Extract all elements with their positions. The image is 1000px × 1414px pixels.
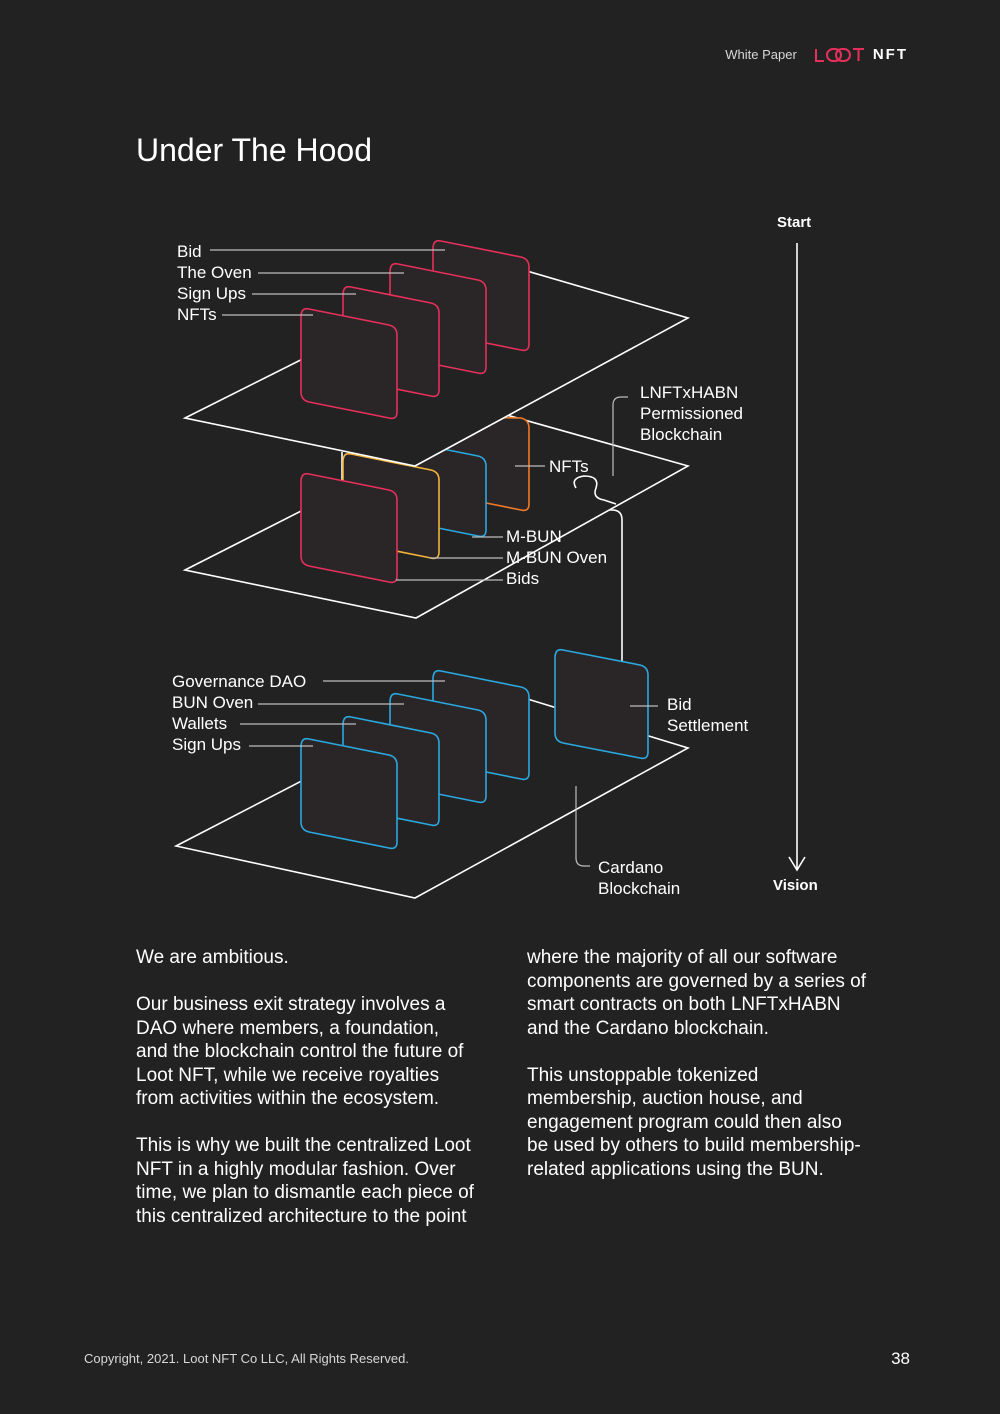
right-column	[527, 946, 867, 1205]
start-vision-axis	[789, 243, 805, 870]
paragraph: We are ambitious.	[136, 947, 289, 968]
label-wallets: Wallets	[172, 714, 228, 733]
label-lnftxhabn: LNFTxHABN Permissioned Blockchain	[640, 383, 743, 444]
label-nfts-top: NFTs	[177, 305, 217, 324]
paragraph: This unstoppable tokenized membership, auction house, and engagement program could then also be used by others to build membership-related applications using the BUN.	[527, 1064, 861, 1180]
label-bun-oven: BUN Oven	[172, 693, 254, 712]
card-sign-ups-bottom	[301, 739, 397, 849]
page-title: Under The Hood	[136, 132, 372, 168]
card-nfts-top	[301, 309, 397, 419]
axis-vision-label: Vision	[773, 877, 818, 894]
page-number: 38	[891, 1349, 910, 1368]
label-sign-ups-bottom: Sign Ups	[172, 735, 241, 754]
label-bid-settlement: Bid Settlement	[667, 695, 749, 735]
copyright-footer: Copyright, 2021. Loot NFT Co LLC, All Rights Reserved.	[84, 1351, 409, 1366]
label-bids: Bids	[506, 569, 540, 588]
axis-start-label: Start	[777, 214, 812, 231]
label-m-bun-oven: M-BUN Oven	[506, 548, 608, 567]
paragraph: where the majority of all our software components are governed by a series of smart contracts on both LNFTxHABN and the Cardano blockchain.	[527, 947, 867, 1039]
label-cardano: Cardano Blockchain	[598, 858, 681, 898]
label-m-bun: M-BUN	[506, 527, 562, 546]
label-nfts-middle: NFTs	[549, 457, 589, 476]
label-the-oven: The Oven	[177, 263, 252, 282]
left-column	[136, 946, 476, 1252]
white-paper-label: White Paper	[725, 47, 797, 62]
label-sign-ups-top: Sign Ups	[177, 284, 246, 303]
paragraph: This is why we built the centralized Loot NFT in a highly modular fashion. Over time, we plan to dismantle each piece of this centralized architecture to the point	[136, 1135, 474, 1227]
label-bid-top: Bid	[177, 242, 202, 261]
card-bid-settlement	[555, 650, 648, 759]
logo-nft-text: NFT	[872, 46, 908, 63]
label-governance-dao: Governance DAO	[172, 672, 307, 691]
card-bids	[301, 474, 397, 583]
paragraph: Our business exit strategy involves a DAO where members, a foundation, and the blockchain control the future of Loot NFT, while we receive royalties from activities within the ecosystem.	[136, 994, 464, 1109]
